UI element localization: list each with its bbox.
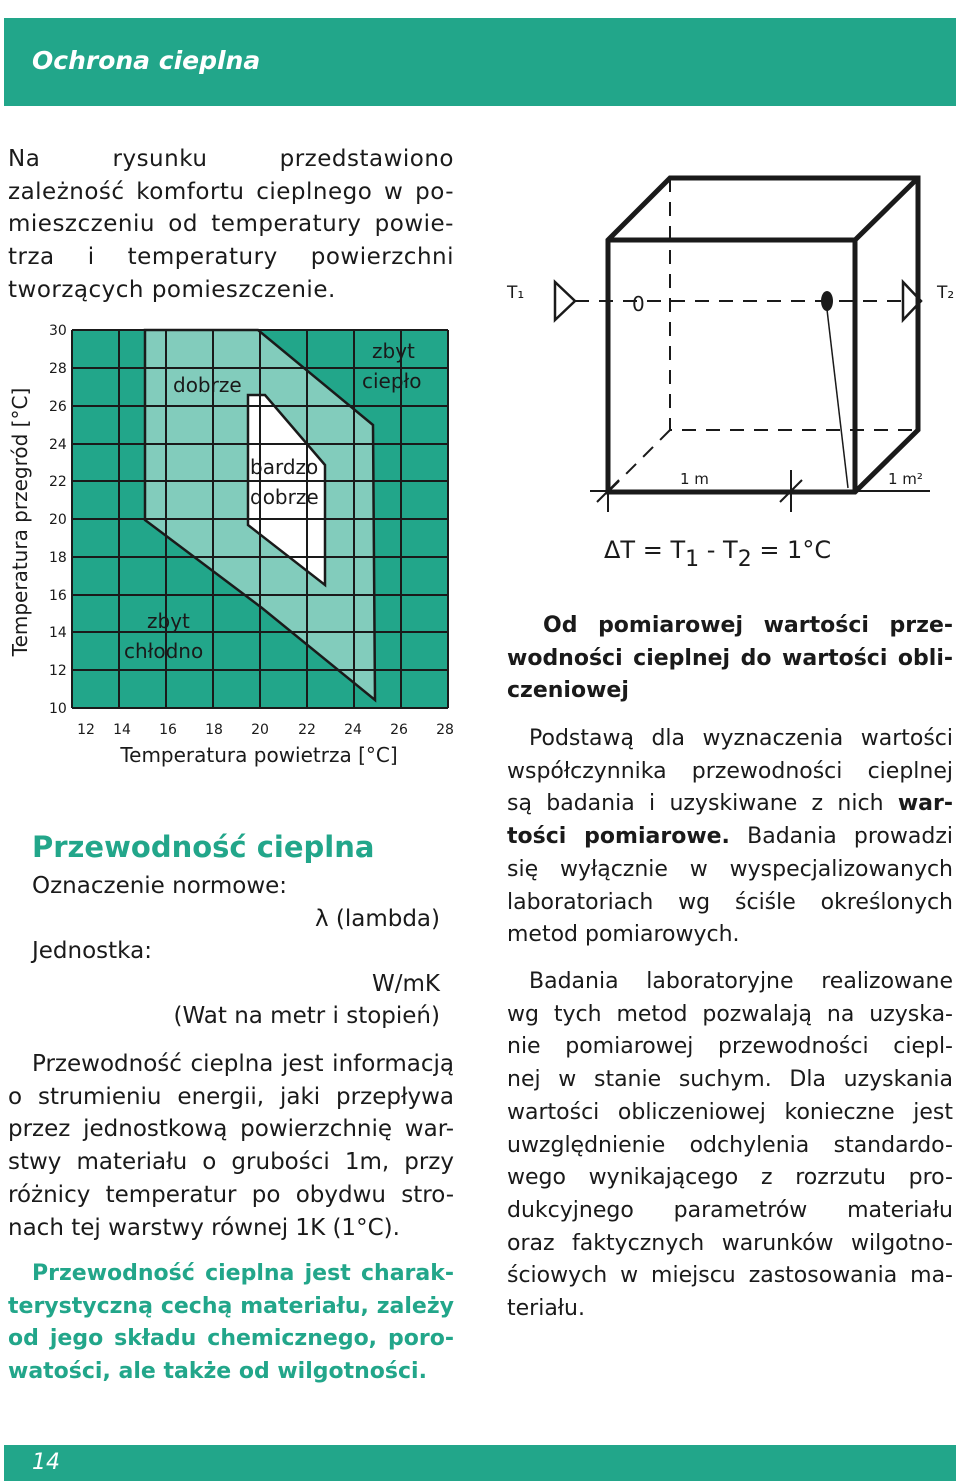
- emphasis-line: od jego składu chemicznego, poro-: [8, 1326, 454, 1352]
- y-tick: 18: [49, 550, 67, 566]
- p2-line: wg tych metod pozwalają na uzyska-: [507, 1001, 953, 1027]
- x-tick: 16: [159, 722, 177, 738]
- designation-value: λ (lambda): [314, 906, 440, 932]
- p1-line: są badania i uzyskiwane z nich war-: [507, 791, 953, 817]
- y-axis-label: Temperatura przegród [°C]: [8, 387, 32, 657]
- definition-line: różnicy temperatur po obydwu stro-: [8, 1181, 454, 1208]
- cube-diagram: [490, 160, 955, 580]
- leader-line: [826, 301, 848, 488]
- label-dobrze: dobrze: [173, 373, 242, 397]
- y-tick: 24: [49, 437, 67, 453]
- y-tick: 10: [49, 701, 67, 717]
- p2-line: nie pomiarowej przewodności ciepl-: [507, 1034, 953, 1060]
- intro-line: zależność komfortu cieplnego w po-: [8, 178, 454, 205]
- unit-description: (Wat na metr i stopień): [173, 1003, 440, 1029]
- definition-line: przez jednostkową powierzchnię war-: [8, 1116, 454, 1143]
- unit-value: W/mK: [372, 971, 440, 997]
- unit-label: Jednostka:: [32, 938, 152, 964]
- x-tick: 22: [298, 722, 316, 738]
- p2-line: uwzględnienie odchylenia standardo-: [507, 1132, 953, 1158]
- p1-line: tości pomiarowe. Badania prowadzi: [507, 824, 953, 850]
- y-tick: 14: [49, 625, 67, 641]
- p1-line: laboratoriach wg ściśle określonych: [507, 889, 953, 915]
- dim-1m2: 1 m²: [888, 470, 923, 488]
- x-tick: 14: [113, 722, 131, 738]
- definition-paragraph: [8, 1048, 454, 1244]
- delta-t-formula: ΔT = T1 - T2 = 1°C: [604, 536, 832, 572]
- y-tick: 22: [49, 474, 67, 490]
- x-tick: 28: [436, 722, 454, 738]
- y-tick: 26: [49, 399, 67, 415]
- label-zbyt-cieplo: ciepło: [362, 369, 422, 393]
- dimension-line: [590, 470, 930, 512]
- x-tick: 20: [251, 722, 269, 738]
- emphasis-line: terystyczną cechą materiału, zależy: [8, 1293, 454, 1319]
- p2-line: oraz faktycznych warunków wilgotno-: [507, 1230, 953, 1256]
- p2-line: Badania laboratoryjne realizowane: [529, 969, 953, 994]
- cube-hidden-edges: [575, 178, 918, 492]
- page-number: 14: [32, 1450, 60, 1475]
- definition-line: Przewodność cieplna jest informacją: [32, 1051, 454, 1077]
- header-title: Ochrona cieplna: [32, 46, 261, 75]
- emphasis-line: Przewodność cieplna jest charak-: [32, 1261, 454, 1286]
- page-footer: [4, 1445, 956, 1481]
- t1-label: T₁: [507, 283, 525, 303]
- x-tick: 12: [77, 722, 95, 738]
- label-zbyt-chlodno: zbyt: [147, 609, 190, 633]
- heading-line: Od pomiarowej wartości prze-: [543, 613, 953, 638]
- label-zbyt-cieplo: zbyt: [372, 339, 415, 363]
- x-tick: 18: [205, 722, 223, 738]
- designation-label: Oznaczenie normowe:: [32, 873, 288, 899]
- label-bardzo-dobrze: dobrze: [250, 485, 319, 509]
- page-header: [4, 18, 956, 106]
- x-tick: 24: [344, 722, 362, 738]
- p2-line: nej w stanie suchym. Dla uzyskania: [507, 1067, 953, 1093]
- emphasis-line: watości, ale także od wilgotności.: [8, 1359, 427, 1385]
- p2-line: dukcyjnego parametrów materiału: [507, 1197, 953, 1223]
- conductivity-heading: Przewodność cieplna: [32, 830, 375, 864]
- label-zbyt-chlodno: chłodno: [124, 639, 204, 663]
- y-tick: 28: [49, 361, 67, 377]
- label-bardzo-dobrze: bardzo: [250, 455, 319, 479]
- p1-line: współczynnika przewodności cieplnej: [507, 758, 953, 784]
- y-tick: 30: [49, 323, 67, 339]
- p2-line: ściowych w miejscu zastosowania ma-: [507, 1263, 953, 1289]
- p1-line: Podstawą dla wyznaczenia wartości: [529, 726, 953, 751]
- y-tick: 20: [49, 512, 67, 528]
- t2-label: T₂: [937, 283, 955, 303]
- p2-line: wartości obliczeniowej konieczne jest: [507, 1099, 953, 1125]
- x-tick: 26: [390, 722, 408, 738]
- intro-line: mieszczeniu od temperatury powie-: [8, 211, 454, 238]
- x-axis-label: Temperatura powietrza [°C]: [120, 743, 398, 767]
- definition-line: stwy materiału o grubości 1m, przy: [8, 1149, 454, 1176]
- definition-line: o strumieniu energii, jaki przepływa: [8, 1083, 454, 1110]
- y-tick: 12: [49, 663, 67, 679]
- definition-line: nach tej warstwy równej 1K (1°C).: [8, 1214, 400, 1241]
- p2-line: teriału.: [507, 1296, 585, 1322]
- intro-paragraph: [8, 143, 454, 307]
- measured-to-calculated-heading: [507, 610, 953, 708]
- zero-label: 0: [632, 292, 645, 316]
- p1-line: się wyłącznie w wyspecjalizowanych: [507, 856, 953, 882]
- paragraph-1: [507, 723, 953, 952]
- dim-1m: 1 m: [680, 470, 709, 488]
- y-tick: 16: [49, 588, 67, 604]
- cube-edges: [608, 178, 918, 492]
- emphasis-paragraph: [8, 1258, 454, 1389]
- intro-line: Na rysunku przedstawiono: [8, 146, 454, 172]
- paragraph-2: [507, 966, 953, 1326]
- p1-line: metod pomiarowych.: [507, 922, 740, 948]
- intro-line: tworzących pomieszczenie.: [8, 276, 336, 303]
- heading-line: czeniowej: [507, 678, 629, 704]
- heading-line: wodności cieplnej do wartości obli-: [507, 645, 953, 671]
- comfort-diagram: [0, 300, 470, 770]
- p2-line: wego wynikającego z rozrzutu pro-: [507, 1165, 953, 1191]
- intro-line: trza i temperatury powierzchni: [8, 244, 454, 271]
